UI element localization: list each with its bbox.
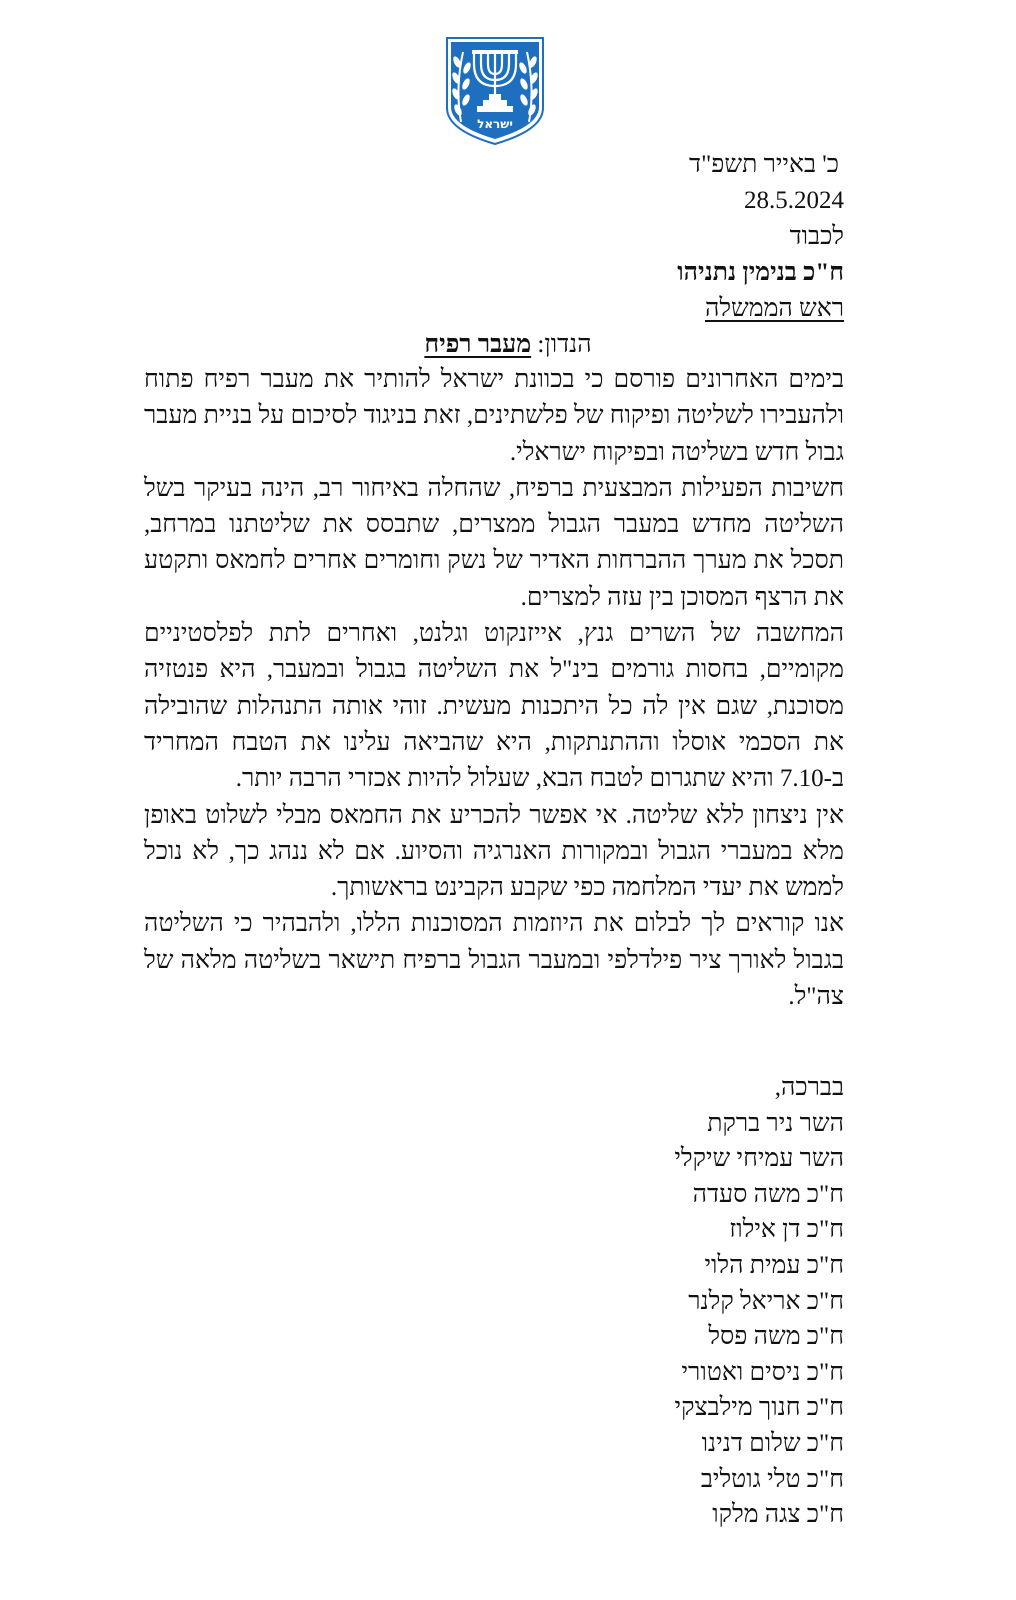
subject-value: מעבר רפיח — [424, 331, 532, 358]
signatory: השר עמיחי שיקלי — [674, 1145, 844, 1173]
signatory: השר ניר ברקת — [707, 1109, 844, 1137]
paragraph: אנו קוראים לך לבלום את היוזמות המסוכנות הללו, ולהבהיר כי השליטה בגבול לאורך ציר פילדלפי ובמעבר הגבול ברפיח תישאר בשליטה מלאה של צה"ל. — [144, 910, 844, 1011]
letter-body — [144, 362, 844, 1015]
hebrew-date: כ' באייר תשפ"ד — [689, 151, 839, 178]
emblem-of-israel-icon — [443, 34, 547, 146]
gregorian-date: 28.5.2024 — [744, 187, 844, 214]
addressee-role: ראש הממשלה — [704, 295, 844, 322]
signatory: ח"כ צגה מלקו — [712, 1501, 844, 1529]
signatory: ח"כ ניסים ואטורי — [681, 1358, 844, 1386]
signatory: ח"כ דן אילוז — [729, 1216, 844, 1244]
paragraph: חשיבות הפעילות המבצעית ברפיח, שהחלה באיחור רב, הינה בעיקר בשל השליטה מחדש במעבר הגבול ממצרים, שתבסס את שליטתנו במרחב, תסכל את מערך ההברחות האדיר של נשק וחומרים אחרים לחמאס ותקטע את הרצף המסוכן בין עזה למצרים. — [144, 474, 844, 611]
addressee-name: ח"כ בנימין נתניהו — [677, 259, 844, 286]
svg-text:ישראל: ישראל — [477, 117, 513, 131]
paragraph: המחשבה של השרים גנץ, אייזנקוט וגלנט, ואחרים לתת לפלסטיניים מקומיים, בחסות גורמים בינ"ל את השליטה בגבול ובמעבר, היא פנטזיה מסוכנת, שגם אין לה כל היתכנות מעשית. זוהי אותה התנהלות שהובילה את הסכמי אוסלו וההתנתקות, היא שהביאה עלינו את הטבח המחריד ב-7.10 והיא שתגרום לטבח הבא, שעלול להיות אכזרי הרבה יותר. — [144, 620, 844, 793]
signatory: ח"כ עמית הלוי — [704, 1251, 844, 1279]
signatory: ח"כ חנוך מילבצקי — [674, 1394, 844, 1422]
closing: בברכה, — [774, 1074, 844, 1101]
paragraph: אין ניצחון ללא שליטה. אי אפשר להכריע את החמאס מבלי לשלוט באופן מלא במעברי הגבול ובמקורות האנרגיה והסיוע. אם לא ננהג כך, לא נוכל לממש את יעדי המלחמה כפי שקבע הקבינט בראשותך. — [144, 801, 844, 902]
signature-block — [144, 1070, 844, 1533]
signatory: ח"כ משה סעדה — [692, 1180, 844, 1208]
signatory: ח"כ אריאל קלנר — [688, 1287, 844, 1315]
signatory: ח"כ טלי גוטליב — [700, 1465, 844, 1493]
paragraph: בימים האחרונים פורסם כי בכוונת ישראל להותיר את מעבר רפיח פתוח ולהעבירו לשליטה ופיקוח של פלשתינים, זאת בניגוד לסיכום על בניית מעבר גבול חדש בשליטה ובפיקוח ישראלי. — [144, 366, 844, 466]
signatory: ח"כ שלום דנינו — [701, 1429, 844, 1457]
to-label: לכבוד — [789, 223, 844, 250]
signatory: ח"כ משה פסל — [708, 1323, 844, 1351]
subject-label: הנדון: — [537, 331, 592, 358]
subject-line — [0, 328, 1016, 362]
